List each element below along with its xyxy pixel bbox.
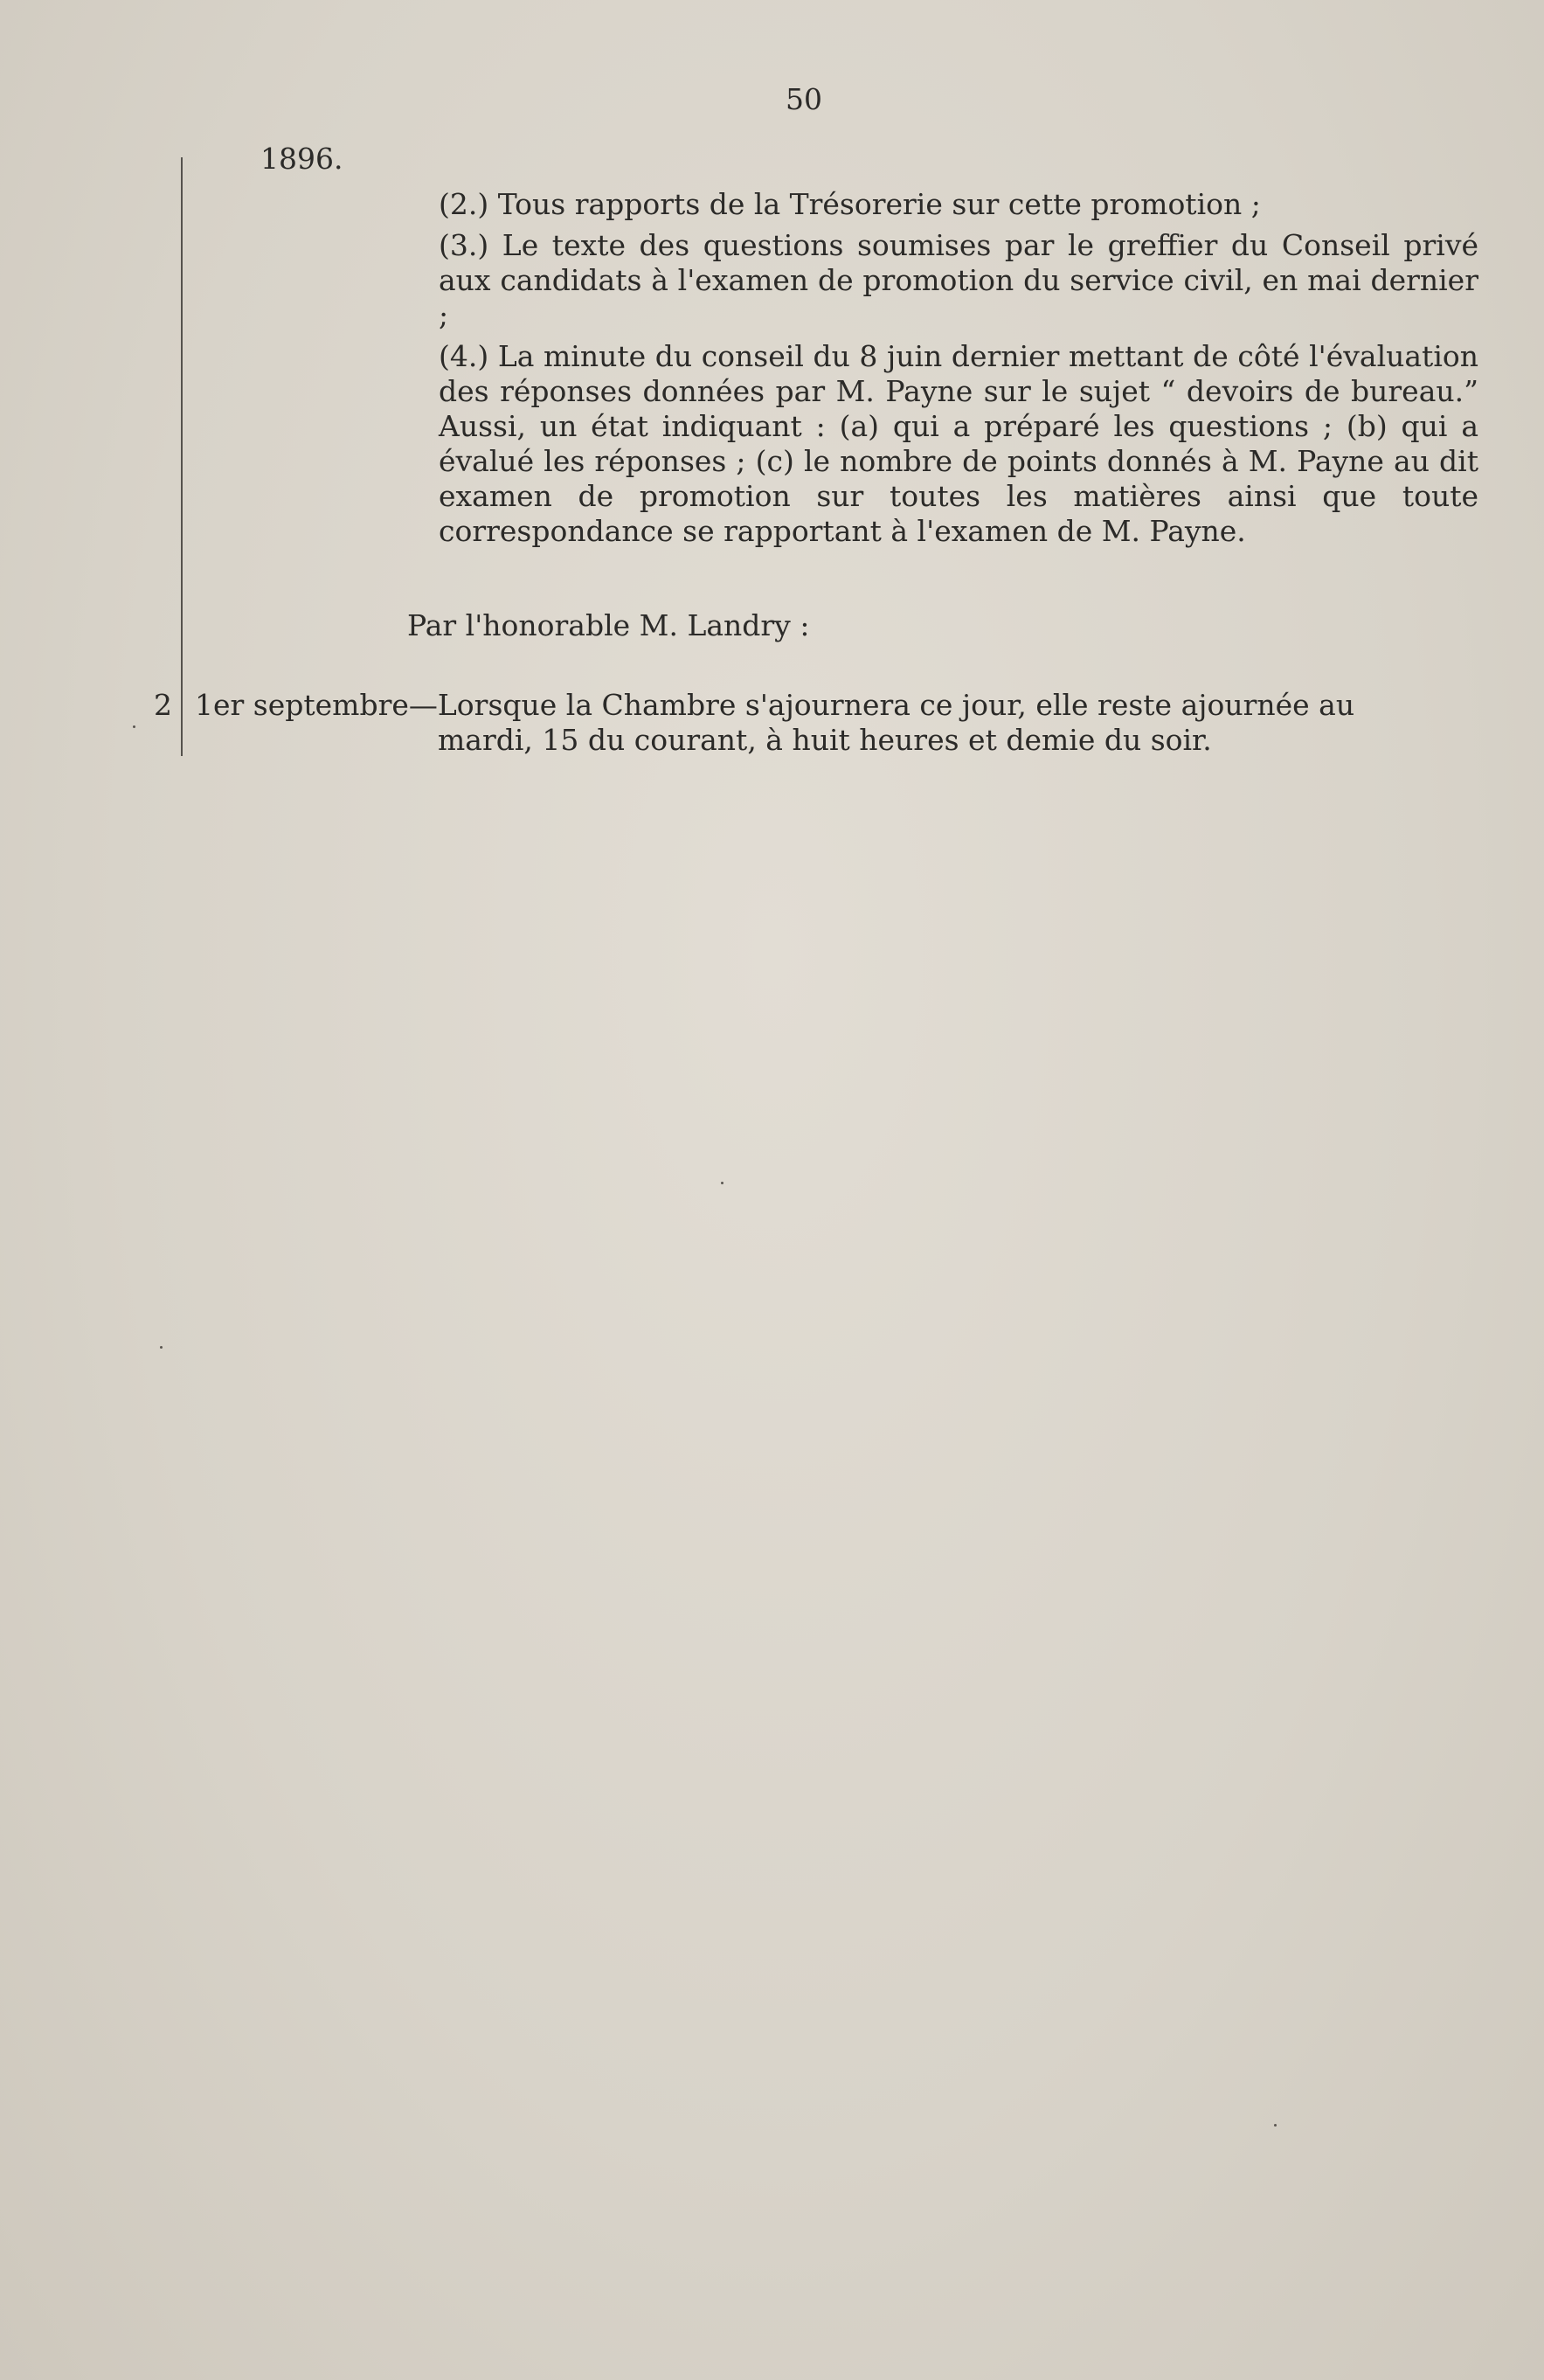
speck-mark (160, 1346, 163, 1349)
entry-text (195, 688, 1478, 758)
margin-rule (181, 157, 183, 756)
speck-mark (1274, 2124, 1277, 2127)
paragraph-4: (4.) La minute du conseil du 8 juin dernier mettant de côté l'évaluation des réponses données par M. Payne sur le sujet “ devoirs de bureau.” Aussi, un état indiquant : (a) qui a préparé les questions ; (b) qui a évalué les réponses ; (c) le nombre de points donnés à M. Payne au dit examen de promotion sur toutes les matières ainsi que toute correspondance se rapportant à l'examen de M. Payne. (439, 339, 1478, 548)
entry-text-line2: mardi, 15 du courant, à huit heures et demie du soir. (438, 723, 1212, 757)
entry-number: 2 (154, 688, 172, 722)
motion-paragraphs (439, 187, 1478, 555)
mover-line: Par l'honorable M. Landry : (407, 608, 810, 642)
speck-mark (133, 725, 135, 728)
paragraph-2: (2.) Tous rapports de la Trésorerie sur cette promotion ; (439, 187, 1261, 221)
entry-text-line1: —Lorsque la Chambre s'ajournera ce jour, elle reste ajournée au (408, 688, 1355, 722)
entry-date: 1er septembre (195, 688, 409, 722)
year-heading: 1896. (260, 142, 343, 176)
paragraph-3: (3.) Le texte des questions soumises par le greffier du Conseil privé aux candidats à l'examen de promotion du service civil, en mai dernier ; (439, 228, 1478, 332)
page-number: 50 (786, 82, 822, 116)
speck-mark (721, 1182, 724, 1184)
